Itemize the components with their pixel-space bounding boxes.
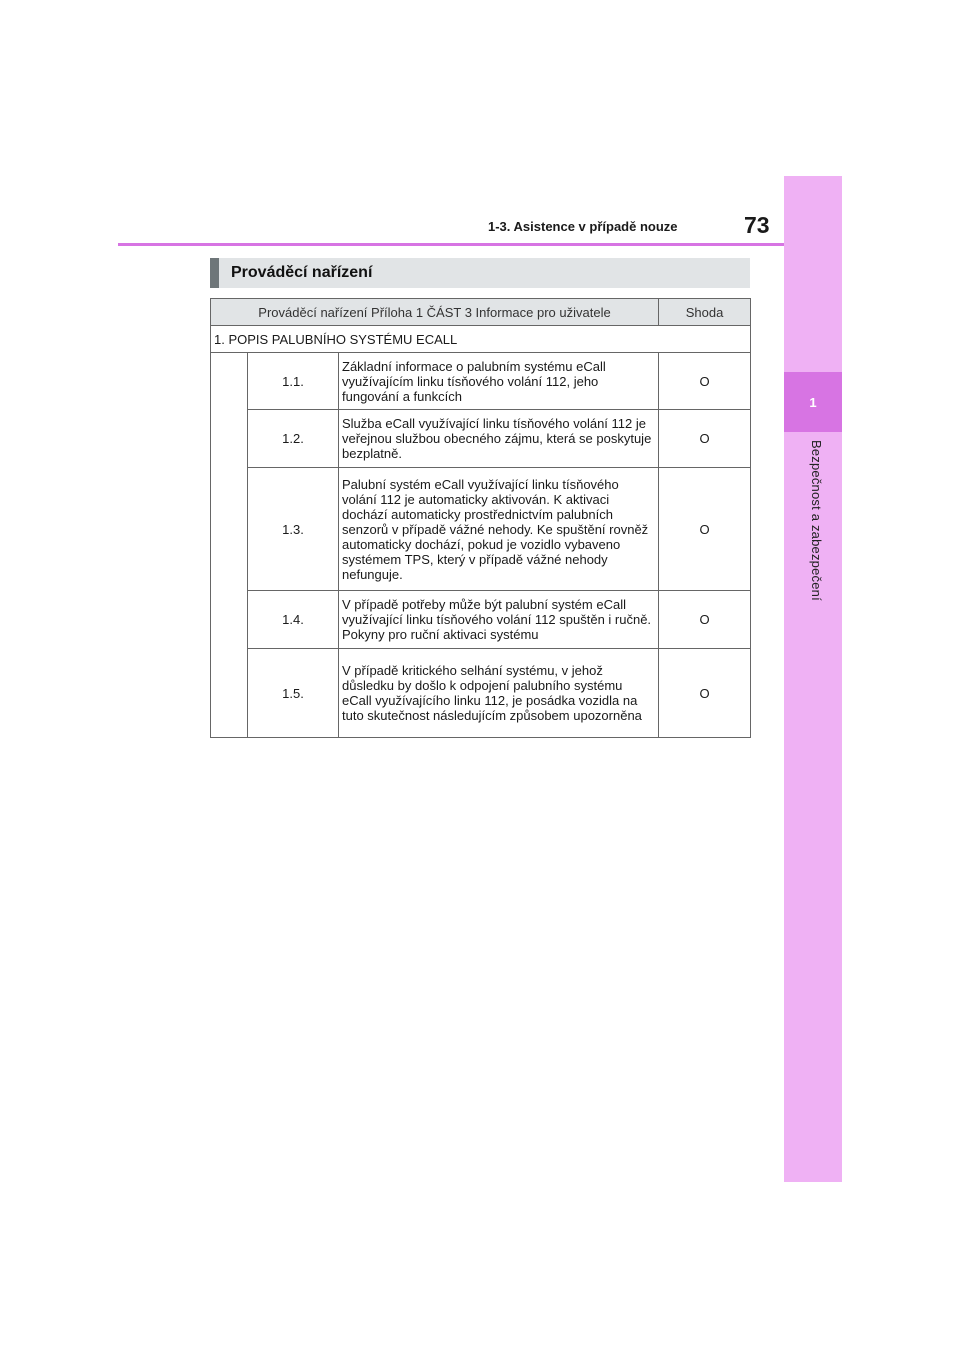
section-heading xyxy=(210,258,750,288)
item-text: Základní informace o palubním systému eCall využívajícím linku tísňového volání 112, jeho fungování a funkcích xyxy=(339,353,659,410)
item-text: V případě potřeby může být palubní systém eCall využívající linku tísňového volání 112 spuštěn i ručně. Pokyny pro ruční aktivaci systému xyxy=(339,591,659,649)
item-number: 1.5. xyxy=(248,649,339,738)
item-number: 1.1. xyxy=(248,353,339,410)
item-number: 1.4. xyxy=(248,591,339,649)
table-header-row xyxy=(211,299,751,326)
table-row xyxy=(211,410,751,468)
running-header: 1-3. Asistence v případě nouze xyxy=(488,219,678,234)
item-match: O xyxy=(659,353,751,410)
section-title: Prováděcí nařízení xyxy=(231,264,373,281)
item-text: Palubní systém eCall využívající linku tísňového volání 112 je automaticky aktivován. K aktivaci dochází automaticky prostřednictvím palubních senzorů v případě vážné nehody. Ke spuštění rovněž automaticky dochází, pokud je vozidlo vybaveno systémem TPS, který v případě vážné nehody nefunguje. xyxy=(339,468,659,591)
column-header-match: Shoda xyxy=(659,299,751,326)
item-match: O xyxy=(659,410,751,468)
chapter-tab[interactable] xyxy=(784,372,842,432)
item-match: O xyxy=(659,649,751,738)
table-row xyxy=(211,468,751,591)
table-row xyxy=(211,649,751,738)
item-text: V případě kritického selhání systému, v jehož důsledku by došlo k odpojení palubního systému eCall využívajícího linku 112, je posádka vozidla na tuto skutečnost následujícím způsobem upozorněna xyxy=(339,649,659,738)
item-match: O xyxy=(659,468,751,591)
regulation-table xyxy=(210,298,751,738)
table-row xyxy=(211,591,751,649)
heading-accent-bar xyxy=(210,258,219,288)
table-row xyxy=(211,353,751,410)
header-rule xyxy=(118,243,784,246)
indent-cell xyxy=(211,353,248,738)
chapter-number: 1 xyxy=(809,394,817,410)
column-header-info: Prováděcí nařízení Příloha 1 ČÁST 3 Informace pro uživatele xyxy=(211,299,659,326)
item-text: Služba eCall využívající linku tísňového volání 112 je veřejnou službou obecného zájmu, která se poskytuje bezplatně. xyxy=(339,410,659,468)
item-number: 1.2. xyxy=(248,410,339,468)
group-row xyxy=(211,326,751,353)
page-number: 73 xyxy=(744,212,770,238)
item-match: O xyxy=(659,591,751,649)
item-number: 1.3. xyxy=(248,468,339,591)
group-title: 1. POPIS PALUBNÍHO SYSTÉMU ECALL xyxy=(211,326,751,353)
chapter-label: Bezpečnost a zabezpečení xyxy=(809,440,824,601)
